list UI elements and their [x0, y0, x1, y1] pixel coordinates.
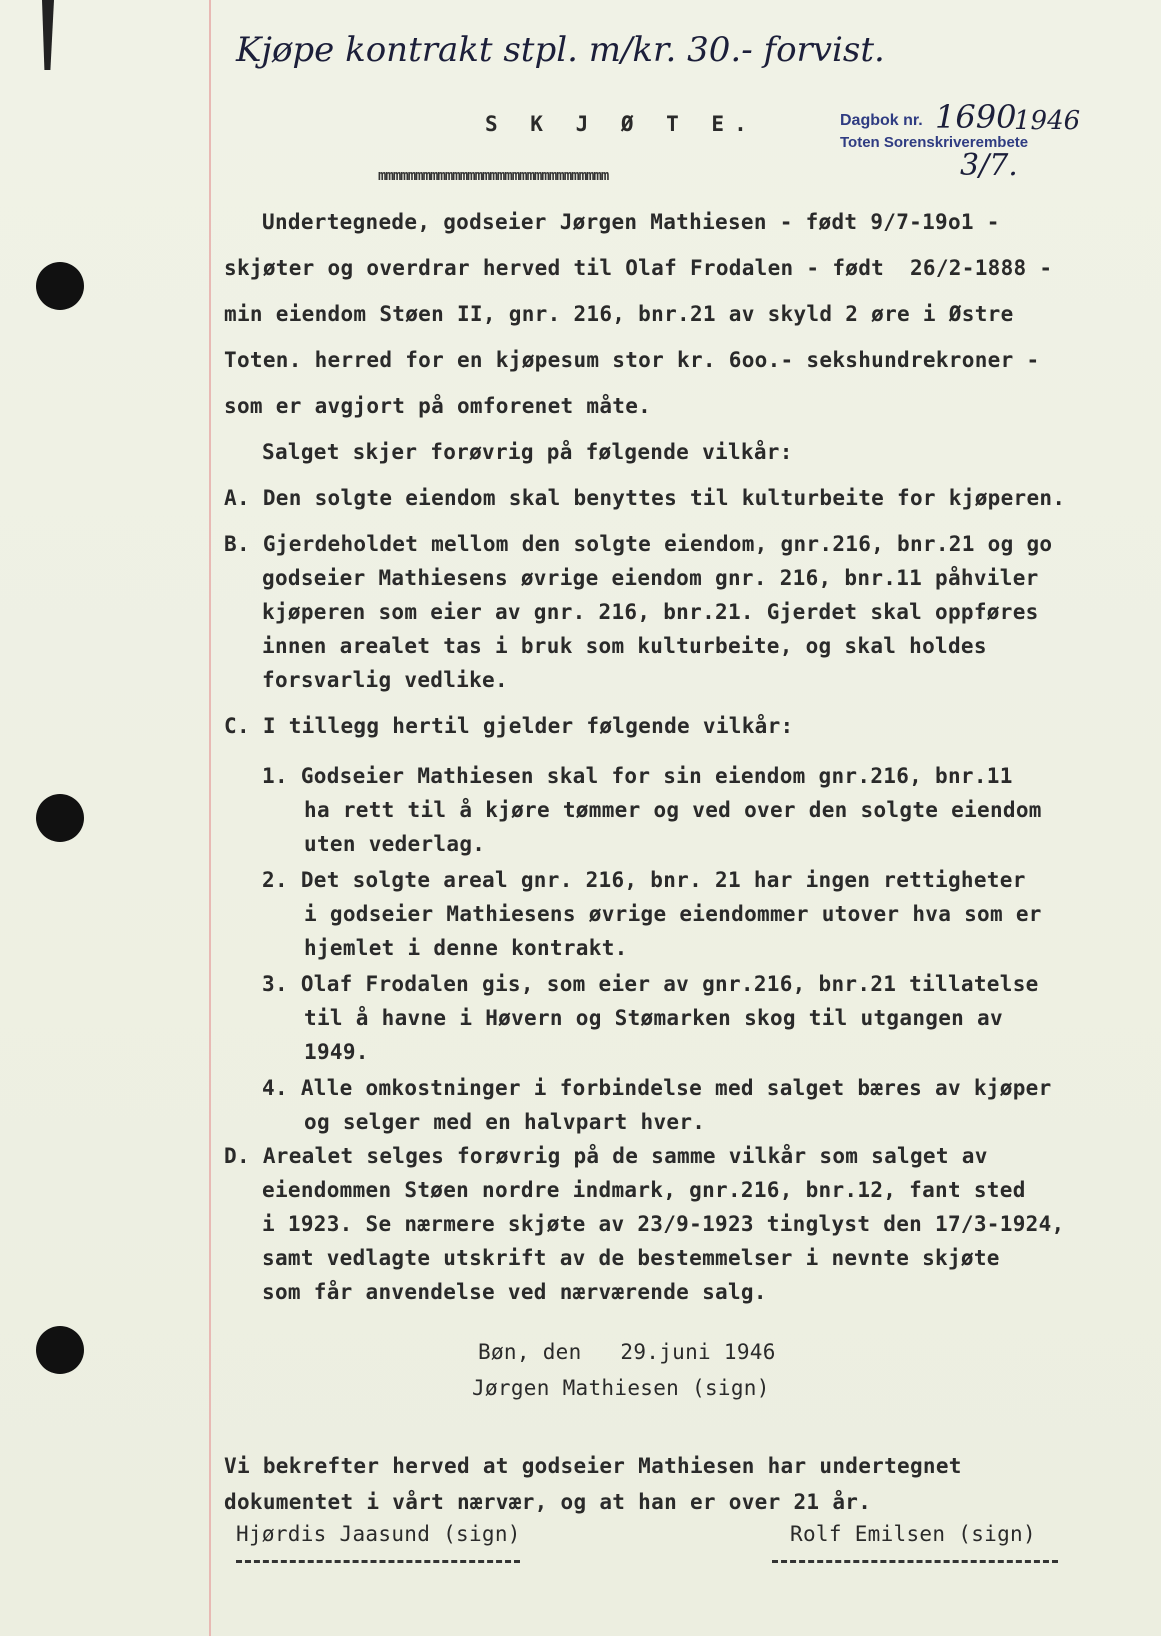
text-line: eiendommen Støen nordre indmark, gnr.216, bnr.12, fant sted: [262, 1178, 1026, 1202]
text-line: som er avgjort på omforenet måte.: [224, 394, 652, 418]
text-line: D. Arealet selges forøvrig på de samme vilkår som salget av: [224, 1144, 988, 1168]
signer: Jørgen Mathiesen (sign): [472, 1376, 770, 1400]
text-line: kjøperen som eier av gnr. 216, bnr.21. Gjerdet skal oppføres: [262, 600, 1039, 624]
text-line: innen arealet tas i bruk som kulturbeite, og skal holdes: [262, 634, 987, 658]
condition-c-intro: C. I tillegg hertil gjelder følgende vilkår:: [224, 714, 794, 738]
place-date: Bøn, den 29.juni 1946: [478, 1340, 776, 1364]
text-line: forsvarlig vedlike.: [262, 668, 508, 692]
text-line: skjøter og overdrar herved til Olaf Frodalen - født 26/2-1888 -: [224, 256, 1053, 280]
punch-hole-3: [36, 1326, 84, 1374]
document-title: S K J Ø T E.: [485, 112, 757, 136]
title-underline: mmmmmmmmmmmmmmmmmmmmmmmmmmmmmmm: [378, 168, 609, 184]
text-line: 3. Olaf Frodalen gis, som eier av gnr.216, bnr.21 tillatelse: [262, 972, 1039, 996]
text-line: og selger med en halvpart hver.: [304, 1110, 706, 1134]
witness-2: Rolf Emilsen (sign): [790, 1522, 1036, 1546]
text-line: 1. Godseier Mathiesen skal for sin eiendom gnr.216, bnr.11: [262, 764, 1013, 788]
text-line: min eiendom Støen II, gnr. 216, bnr.21 av skyld 2 øre i Østre: [224, 302, 1014, 326]
text-line: som får anvendelse ved nærværende salg.: [262, 1280, 767, 1304]
conditions-intro: Salget skjer forøvrig på følgende vilkår:: [262, 440, 793, 464]
stamp-prefix: Dagbok nr.: [840, 112, 923, 129]
text-line: 4. Alle omkostninger i forbindelse med salget bæres av kjøper: [262, 1076, 1052, 1100]
text-line: 1949.: [304, 1040, 369, 1064]
text-line: samt vedlagte utskrift av de bestemmelser i nevnte skjøte: [262, 1246, 1000, 1270]
stamp-office: Toten Sorenskriverembete: [840, 134, 1029, 151]
witness-1: Hjørdis Jaasund (sign): [236, 1522, 521, 1546]
text-line: Undertegnede, godseier Jørgen Mathiesen - født 9/7-19o1 -: [262, 210, 1000, 234]
text-line: godseier Mathiesens øvrige eiendom gnr. 216, bnr.11 påhviler: [262, 566, 1039, 590]
text-line: B. Gjerdeholdet mellom den solgte eiendom, gnr.216, bnr.21 og go: [224, 532, 1053, 556]
punch-hole-1: [36, 262, 84, 310]
text-line: i 1923. Se nærmere skjøte av 23/9-1923 tinglyst den 17/3-1924,: [262, 1212, 1065, 1236]
text-line: ha rett til å kjøre tømmer og ved over den solgte eiendom: [304, 798, 1042, 822]
text-line: til å havne i Høvern og Stømarken skog til utgangen av: [304, 1006, 1003, 1030]
condition-a: A. Den solgte eiendom skal benyttes til kulturbeite for kjøperen.: [224, 486, 1066, 510]
stamp-number: 1690: [935, 98, 1017, 136]
text-line: 2. Det solgte areal gnr. 216, bnr. 21 har ingen rettigheter: [262, 868, 1026, 892]
text-line: hjemlet i denne kontrakt.: [304, 936, 628, 960]
text-line: uten vederlag.: [304, 832, 486, 856]
witness-1-line: [236, 1560, 520, 1563]
text-line: i godseier Mathiesens øvrige eiendommer utover hva som er: [304, 902, 1042, 926]
corner-mark: [42, 0, 54, 70]
header-note: Kjøpe kontrakt stpl. m/kr. 30.- forvist.: [236, 30, 885, 70]
text-line: Vi bekrefter herved at godseier Mathiesen har undertegnet: [224, 1454, 962, 1478]
margin-line: [209, 0, 211, 1636]
stamp-year: 1946: [1014, 106, 1081, 136]
punch-hole-2: [36, 794, 84, 842]
text-line: Toten. herred for en kjøpesum stor kr. 6oo.- sekshundrekroner -: [224, 348, 1040, 372]
text-line: dokumentet i vårt nærvær, og at han er over 21 år.: [224, 1490, 872, 1514]
witness-2-line: [772, 1560, 1058, 1563]
stamp-date: 3/7.: [960, 148, 1018, 183]
